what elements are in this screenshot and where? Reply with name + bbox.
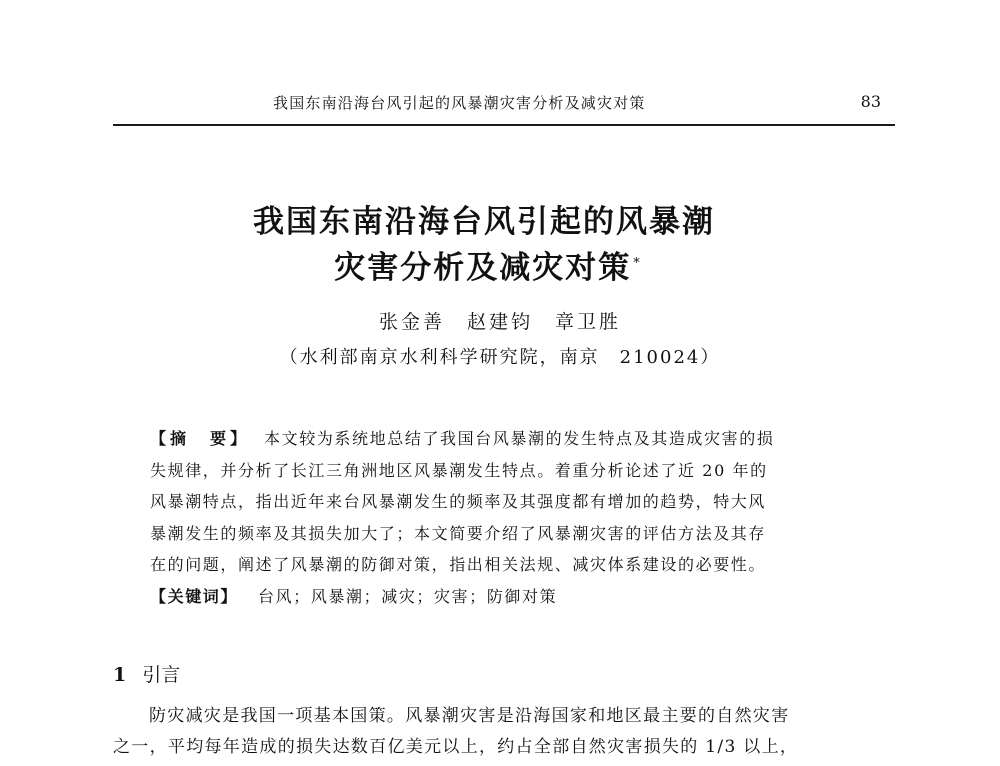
abstract-line: 暴潮发生的频率及其损失加大了；本文简要介绍了风暴潮灾害的评估方法及其存 <box>150 523 767 543</box>
section-heading <box>113 660 180 687</box>
abstract-line: 失规律，并分析了长江三角洲地区风暴潮发生特点。着重分析论述了近 20 年的 <box>150 460 768 480</box>
keywords <box>150 585 868 617</box>
abstract-text: 本文较为系统地总结了我国台风暴潮的发生特点及其造成灾害的损 <box>264 429 775 448</box>
abstract-line: 在的问题，阐述了风暴潮的防御对策，指出相关法规、减灾体系建设的必要性。 <box>150 555 767 574</box>
paper-title-text-2: 灾害分析及减灾对策 <box>334 250 632 286</box>
paper-title-line-2 <box>0 242 988 287</box>
keywords-text: 台风；风暴潮；减灾；灾害；防御对策 <box>258 586 558 606</box>
running-title: 我国东南沿海台风引起的风暴潮灾害分析及减灾对策 <box>273 94 646 112</box>
affiliation: （水利部南京水利科学研究院，南京 210024） <box>279 347 721 368</box>
keywords-label: 【关键词】 <box>150 586 239 606</box>
authors: 张金善 赵建钧 章卫胜 <box>378 311 621 333</box>
section-title: 引言 <box>142 664 181 686</box>
abstract-line <box>150 427 868 459</box>
paper-title-text-1: 我国东南沿海台风引起的风暴潮 <box>253 204 715 240</box>
section-number: 1 <box>113 664 127 686</box>
body-text <box>113 704 903 766</box>
title-footnote-mark: * <box>633 255 642 271</box>
abstract-label: 【摘 要】 <box>150 429 251 448</box>
running-header <box>113 88 895 126</box>
abstract-line: 风暴潮特点，指出近年来台风暴潮发生的频率及其强度都有增加的趋势，特大风 <box>150 492 767 511</box>
body-line: 防灾减灾是我国一项基本国策。风暴潮灾害是沿海国家和地区最主要的自然灾害 <box>149 706 790 726</box>
body-line: 之一，平均每年造成的损失达数百亿美元以上，约占全部自然灾害损失的 1/3 以上， <box>113 737 799 757</box>
abstract <box>150 427 868 616</box>
page-number: 83 <box>860 92 881 111</box>
paper-title-line-1 <box>0 196 984 241</box>
